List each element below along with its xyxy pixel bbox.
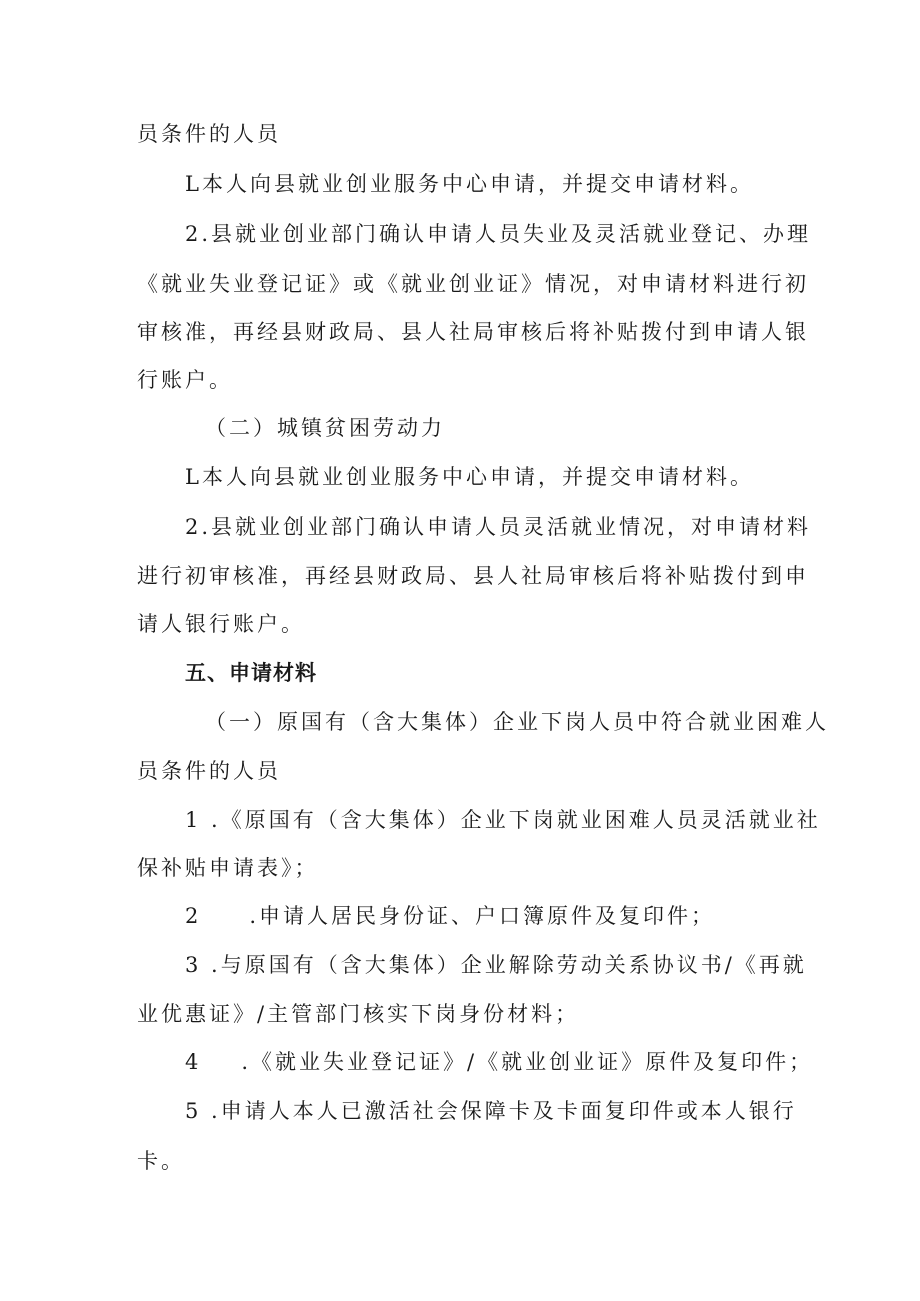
- text-line: 审核准，再经县财政局、县人社局审核后将补贴拨付到申请人银: [137, 320, 809, 344]
- text-line: 2.县就业创业部门确认申请人员灵活就业情况，对申请材料: [185, 515, 812, 539]
- list-item: 1 .《原国有（含大集体）企业下岗就业困难人员灵活就业社: [185, 808, 821, 832]
- text-line: 2.县就业创业部门确认申请人员失业及灵活就业登记、办理: [185, 222, 812, 246]
- list-item: [185, 1048, 813, 1076]
- text-line: 进行初审核准，再经县财政局、县人社局审核后将补贴拨付到申: [137, 564, 809, 588]
- list-item-text: .申请人居民身份证、户口簿原件及复印件；: [249, 904, 716, 928]
- text-line: L本人向县就业创业服务中心申请，并提交申请材料。: [185, 172, 754, 196]
- text-line: 《就业失业登记证》或《就业创业证》情况，对申请材料进行初: [137, 272, 809, 296]
- text-line: 员条件的人员: [137, 759, 281, 783]
- list-number: 2: [185, 904, 202, 928]
- text-line: 请人银行账户。: [137, 612, 305, 636]
- list-item: 5 .申请人本人已激活社会保障卡及卡面复印件或本人银行: [185, 1099, 797, 1123]
- list-item-text: .《就业失业登记证》/《就业创业证》原件及复印件；: [241, 1050, 814, 1074]
- text-line: 卡。: [137, 1149, 185, 1173]
- text-line: 行账户。: [137, 368, 233, 392]
- list-number: 4: [185, 1050, 202, 1074]
- section-heading: 五、申请材料: [185, 661, 317, 685]
- list-item: [185, 902, 715, 930]
- text-line: 员条件的人员: [137, 122, 281, 146]
- text-line: 保补贴申请表》；: [137, 856, 319, 880]
- text-line: 业优惠证》/主管部门核实下岗身份材料；: [137, 1002, 580, 1026]
- subsection-heading: （二）城镇贫困劳动力: [205, 416, 445, 440]
- text-line: L本人向县就业创业服务中心申请，并提交申请材料。: [185, 465, 754, 489]
- list-item: 3 .与原国有（含大集体）企业解除劳动关系协议书/《再就: [185, 953, 807, 977]
- subsection-heading: （一）原国有（含大集体）企业下岗人员中符合就业困难人: [205, 710, 829, 734]
